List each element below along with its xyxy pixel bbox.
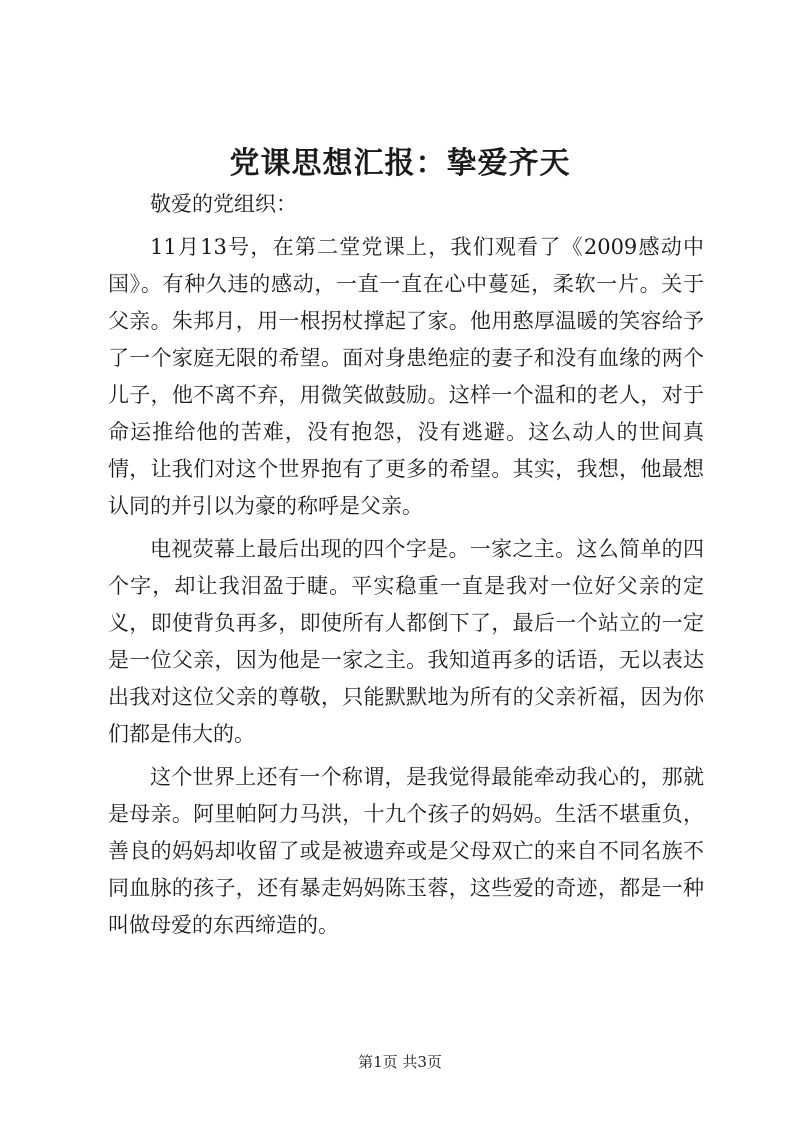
document-body	[108, 186, 704, 950]
page-footer: 第1页 共3页	[358, 1053, 442, 1071]
paragraph-father-zhu: 11月13号，在第二堂党课上，我们观看了《2009感动中国》。有种久违的感动，一直一直在心中蔓延，柔软一片。关于父亲。朱邦月，用一根拐杖撑起了家。他用憨厚温暖的笑容给予了一个家庭无限的希望。面对身患绝症的妻子和没有血缘的两个儿子，他不离不弃，用微笑做鼓励。这样一个温和的老人，对于命运推给他的苦难，没有抱怨，没有逃避。这么动人的世间真情，让我们对这个世界抱有了更多的希望。其实，我想，他最想认同的并引以为豪的称呼是父亲。	[108, 235, 704, 518]
paragraph-mother: 这个世界上还有一个称谓，是我觉得最能牵动我心的，那就是母亲。阿里帕阿力马洪，十九个孩子的妈妈。生活不堪重负，善良的妈妈却收留了或是被遗弃或是父母双亡的来自不同名族不同血脉的孩子，还有暴走妈妈陈玉蓉，这些爱的奇迹，都是一种叫做母爱的东西缔造的。	[108, 765, 704, 937]
document-title: 党课思想汇报：挚爱齐天	[229, 146, 571, 181]
salutation: 敬爱的党组织：	[150, 192, 297, 216]
paragraph-head-of-family: 电视荧幕上最后出现的四个字是。一家之主。这么简单的四个字，却让我泪盈于睫。平实稳重一直是我对一位好父亲的定义，即使背负再多，即使所有人都倒下了，最后一个站立的一定是一位父亲，因为他是一家之主。我知道再多的话语，无以表达出我对这位父亲的尊敬，只能默默地为所有的父亲祈福，因为你们都是伟大的。	[108, 537, 704, 746]
